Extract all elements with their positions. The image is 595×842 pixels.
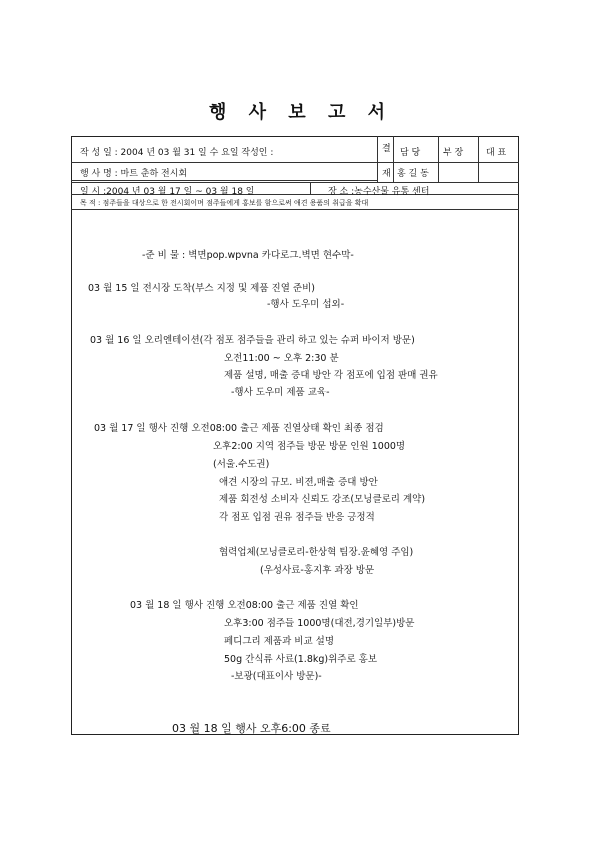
event-purpose: 목 적 : 점주들을 대상으로 한 전시회이며 점주들에게 홍보를 함으로써 애견 용품의 취급을 확대: [80, 199, 369, 207]
day18-line: -보광(대표이사 방문)-: [231, 671, 322, 682]
event-place: 장 소 :농수산물 유통 센터: [328, 187, 430, 197]
day16-line: -행사 도우미 제품 교육-: [231, 387, 330, 398]
partner-line: (우성사료-홍지후 과장 방문: [260, 565, 375, 576]
prep-items: -준 비 물 : 벽면pop.wpvna 카다로그.벽면 현수막-: [142, 250, 354, 261]
day17-line: 각 점포 입점 권유 점주들 반응 긍정적: [219, 512, 375, 523]
col-divider: [310, 182, 311, 194]
role-director: 부 장: [443, 148, 464, 158]
write-date: 작 성 일 : 2004 년 03 월 31 일 수 요일 작성인 :: [80, 148, 274, 158]
day17-line: 제품 회전성 소비자 신뢰도 강조(모닝클로리 계약): [219, 494, 426, 505]
day18-line: 페디그리 제품과 비교 설명: [224, 636, 335, 647]
day17-title: 03 월 17 일 행사 진행 오전08:00 출근 제품 진열상태 확인 최종 점검: [94, 423, 384, 434]
day18-line: 50g 간식류 사료(1.8kg)위주로 홍보: [224, 654, 378, 665]
day16-line: 오전11:00 ~ 오후 2:30 분: [224, 353, 339, 364]
row-divider: [71, 180, 377, 181]
day16-title: 03 월 16 일 오리엔테이션(각 점포 점주들을 관리 하고 있는 슈퍼 바이저 방문): [90, 335, 415, 346]
row-divider: [71, 182, 519, 183]
role-manager: 담 당: [400, 148, 421, 158]
col-divider: [393, 136, 394, 182]
role-ceo: 대 표: [486, 148, 507, 158]
row-divider: [71, 209, 519, 210]
day17-line: (서울.수도권): [213, 459, 270, 470]
day18-title: 03 월 18 일 행사 진행 오전08:00 출근 제품 진열 확인: [130, 600, 359, 611]
day17-line: 애견 시장의 규모. 비젼,매출 증대 방안: [219, 477, 378, 488]
approval-label-bottom: 재: [382, 169, 391, 179]
day17-line: 오후2:00 지역 점주들 방문 방문 인원 1000명: [213, 441, 406, 452]
closing-line: 03 월 18 일 행사 오후6:00 종료: [172, 722, 331, 735]
day16-line: 제품 설명, 매출 증대 방안 각 점포에 입점 판매 권유: [224, 370, 438, 381]
row-divider: [393, 162, 519, 163]
col-divider: [478, 136, 479, 182]
day15-note: -행사 도우미 섭외-: [267, 299, 345, 310]
col-divider: [438, 136, 439, 182]
event-name: 행 사 명 : 마트 춘하 전시회: [80, 169, 188, 179]
day15-title: 03 월 15 일 전시장 도착(부스 지정 및 제품 진열 준비): [88, 283, 315, 294]
event-date: 일 시 :2004 년 03 월 17 일 ~ 03 월 18 일: [80, 187, 255, 197]
col-divider: [377, 136, 378, 182]
partner-line: 협력업체(모닝클로리-한상혁 팀장.윤혜영 주임): [219, 547, 414, 558]
manager-name: 홍 길 동: [397, 169, 429, 179]
approval-label-top: 결: [382, 144, 391, 154]
day18-line: 오후3:00 점주들 1000명(대전,경기일부)방문: [224, 618, 415, 629]
page-title: 행 사 보 고 서: [208, 102, 386, 123]
